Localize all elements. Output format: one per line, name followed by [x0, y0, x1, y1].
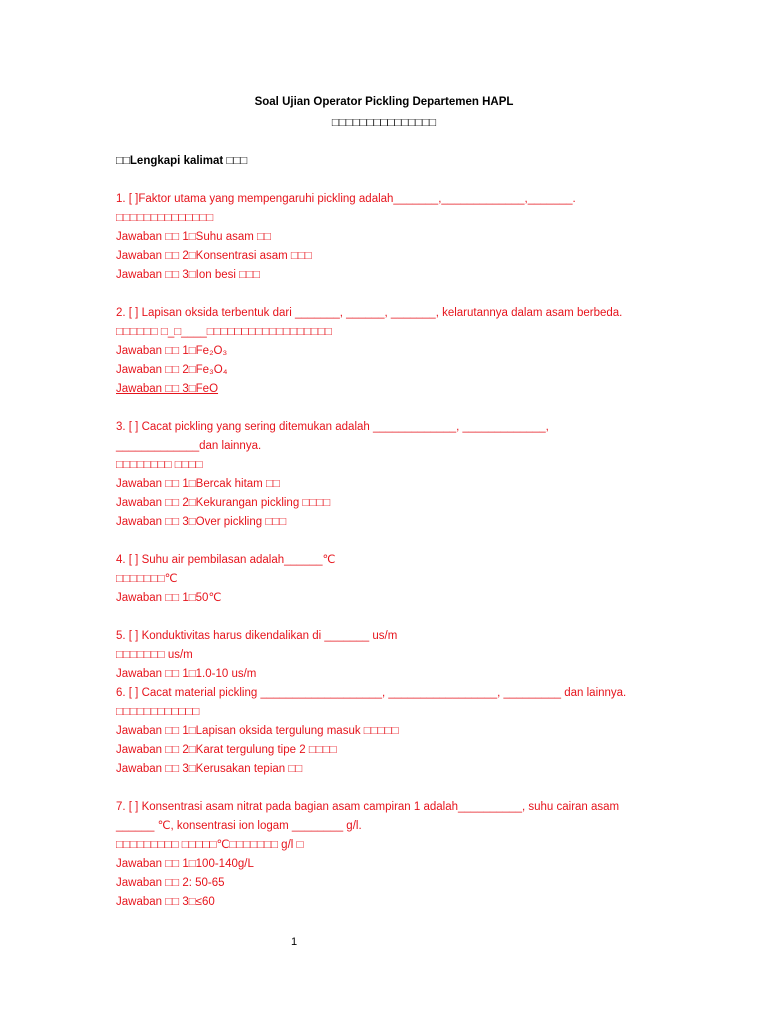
question-2-answer-2: Jawaban □□ 2□Fe₃O₄	[116, 364, 228, 376]
question-1-answer-3: Jawaban □□ 3□Ion besi □□□	[116, 269, 260, 281]
question-7-answer-3: Jawaban □□ 3□≤60	[116, 896, 215, 908]
question-6-answer-2: Jawaban □□ 2□Karat tergulung tipe 2 □□□□	[116, 744, 337, 756]
question-1-answer-1: Jawaban □□ 1□Suhu asam □□	[116, 231, 271, 243]
question-7-text-continued: ______ ℃, konsentrasi ion logam ________ g/l.	[116, 820, 362, 832]
question-5-translation: □□□□□□□ us/m	[116, 649, 193, 661]
question-4-text: 4. [ ] Suhu air pembilasan adalah______℃	[116, 554, 336, 566]
page-number: 1	[290, 936, 298, 948]
question-7-answer-1: Jawaban □□ 1□100-140g/L	[116, 858, 254, 870]
question-3-answer-2: Jawaban □□ 2□Kekurangan pickling □□□□	[116, 497, 331, 509]
question-3-answer-3: Jawaban □□ 3□Over pickling □□□	[116, 516, 287, 528]
question-3-text: 3. [ ] Cacat pickling yang sering ditemukan adalah _____________, _____________,	[116, 421, 549, 433]
question-2-translation: □□□□□□ □_□____□□□□□□□□□□□□□□□□□□	[116, 326, 332, 338]
question-5-answer-1: Jawaban □□ 1□1.0-10 us/m	[116, 668, 257, 680]
page-title: Soal Ujian Operator Pickling Departemen HAPL	[254, 96, 514, 108]
question-1-translation: □□□□□□□□□□□□□□	[116, 212, 214, 224]
question-4-translation: □□□□□□□℃	[116, 573, 178, 585]
question-6-text: 6. [ ] Cacat material pickling ___________________, _________________, _________ dan lainnya.	[116, 687, 627, 699]
question-3-text-continued: _____________dan lainnya.	[116, 440, 262, 452]
question-3-translation: □□□□□□□□ □□□□	[116, 459, 203, 471]
question-6-translation: □□□□□□□□□□□□	[116, 706, 200, 718]
question-2-answer-1: Jawaban □□ 1□Fe₂O₃	[116, 345, 228, 357]
question-7-translation: □□□□□□□□□ □□□□□℃□□□□□□□ g/l □	[116, 839, 304, 851]
question-1-answer-2: Jawaban □□ 2□Konsentrasi asam □□□	[116, 250, 312, 262]
question-1-text: 1. [ ]Faktor utama yang mempengaruhi pickling adalah_______,_____________,_______.	[116, 193, 576, 205]
page-subtitle: □□□□□□□□□□□□□□□	[331, 117, 437, 129]
question-7-text: 7. [ ] Konsentrasi asam nitrat pada bagian asam campiran 1 adalah__________, suhu cairan asam	[116, 801, 620, 813]
question-5-text: 5. [ ] Konduktivitas harus dikendalikan di _______ us/m	[116, 630, 398, 642]
question-4-answer-1: Jawaban □□ 1□50℃	[116, 592, 222, 604]
question-2-text: 2. [ ] Lapisan oksida terbentuk dari _______, ______, _______, kelarutannya dalam asam berbeda.	[116, 307, 623, 319]
question-7-answer-2: Jawaban □□ 2: 50-65	[116, 877, 225, 889]
section-heading: □□Lengkapi kalimat □□□	[116, 155, 248, 167]
question-3-answer-1: Jawaban □□ 1□Bercak hitam □□	[116, 478, 280, 490]
question-2-answer-3: Jawaban □□ 3□FeO	[116, 383, 219, 395]
question-6-answer-3: Jawaban □□ 3□Kerusakan tepian □□	[116, 763, 303, 775]
question-6-answer-1: Jawaban □□ 1□Lapisan oksida tergulung masuk □□□□□	[116, 725, 399, 737]
